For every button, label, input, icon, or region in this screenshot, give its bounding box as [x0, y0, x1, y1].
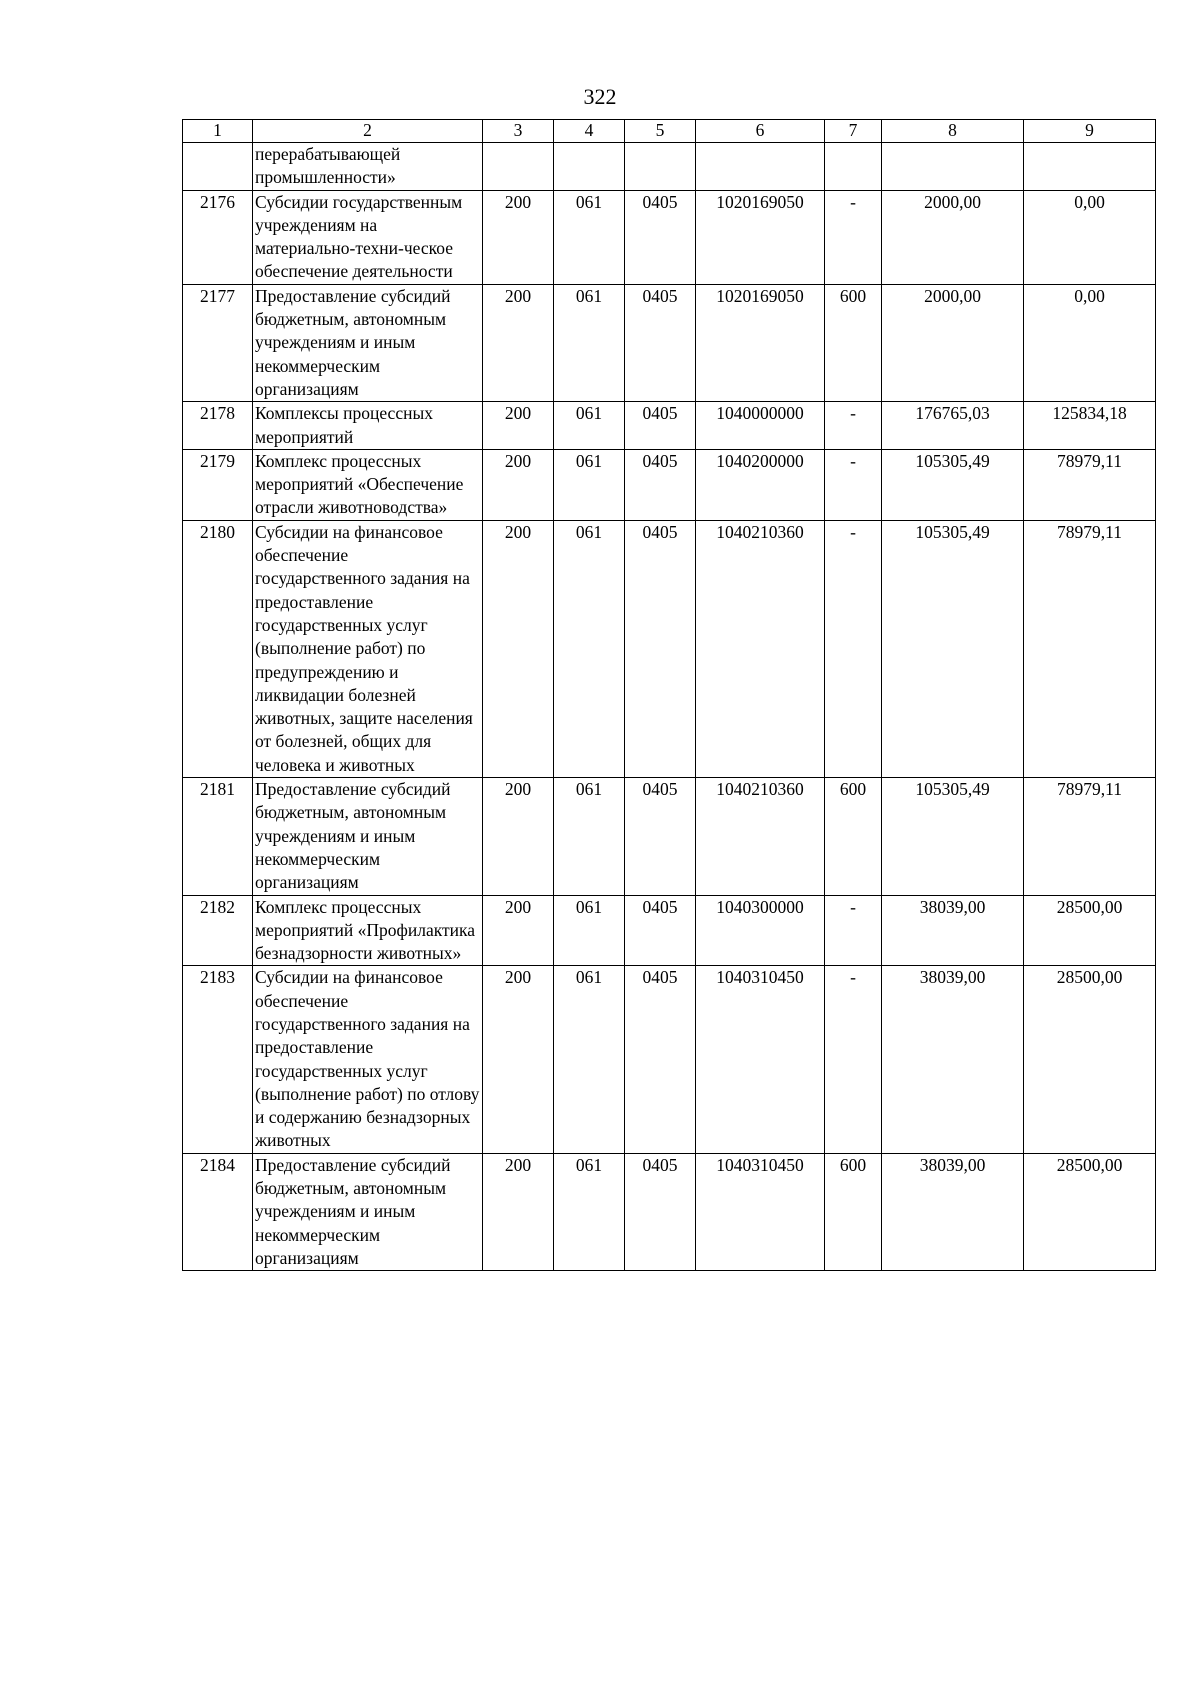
ministry-code: 061 [554, 778, 625, 895]
admin-code: 200 [483, 190, 554, 284]
expense-type-code: - [825, 895, 882, 966]
row-number: 2177 [183, 284, 253, 401]
amount-plan: 38039,00 [882, 966, 1024, 1153]
amount-actual: 125834,18 [1024, 402, 1156, 450]
target-article-code: 1020169050 [696, 284, 825, 401]
page-number: 322 [583, 84, 617, 109]
target-article-code: 1040300000 [696, 895, 825, 966]
amount-plan: 2000,00 [882, 190, 1024, 284]
row-number: 2176 [183, 190, 253, 284]
section-code: 0405 [625, 190, 696, 284]
budget-table [182, 119, 1156, 1271]
column-header: 5 [625, 120, 696, 143]
table-row [183, 778, 1156, 895]
item-name: Комплекс процессных мероприятий «Профилактика безнадзорности животных» [253, 895, 483, 966]
target-article-code [696, 143, 825, 191]
ministry-code: 061 [554, 1153, 625, 1270]
amount-actual: 78979,11 [1024, 520, 1156, 777]
item-name: Комплекс процессных мероприятий «Обеспечение отрасли животноводства» [253, 449, 483, 520]
admin-code: 200 [483, 778, 554, 895]
header-row [183, 120, 1156, 143]
admin-code [483, 143, 554, 191]
target-article-code: 1040310450 [696, 966, 825, 1153]
ministry-code [554, 143, 625, 191]
amount-plan: 105305,49 [882, 449, 1024, 520]
row-number [183, 143, 253, 191]
table-row [183, 895, 1156, 966]
ministry-code: 061 [554, 520, 625, 777]
admin-code: 200 [483, 402, 554, 450]
expense-type-code: - [825, 402, 882, 450]
target-article-code: 1040210360 [696, 778, 825, 895]
row-number: 2182 [183, 895, 253, 966]
column-header: 2 [253, 120, 483, 143]
amount-actual: 0,00 [1024, 190, 1156, 284]
amount-actual: 28500,00 [1024, 966, 1156, 1153]
amount-plan: 176765,03 [882, 402, 1024, 450]
item-name: Предоставление субсидий бюджетным, автономным учреждениям и иным некоммерческим организациям [253, 1153, 483, 1270]
ministry-code: 061 [554, 190, 625, 284]
item-name: Предоставление субсидий бюджетным, автономным учреждениям и иным некоммерческим организациям [253, 778, 483, 895]
column-header: 6 [696, 120, 825, 143]
section-code: 0405 [625, 520, 696, 777]
target-article-code: 1040000000 [696, 402, 825, 450]
ministry-code: 061 [554, 402, 625, 450]
amount-actual [1024, 143, 1156, 191]
table-row [183, 402, 1156, 450]
section-code: 0405 [625, 449, 696, 520]
expense-type-code: - [825, 966, 882, 1153]
amount-plan: 105305,49 [882, 520, 1024, 777]
section-code: 0405 [625, 1153, 696, 1270]
item-name: Субсидии на финансовое обеспечение государственного задания на предоставление государственных услуг (выполнение работ) по отлову и содержанию безнадзорных животных [253, 966, 483, 1153]
item-name: Субсидии на финансовое обеспечение государственного задания на предоставление государственных услуг (выполнение работ) по предупреждению и ликвидации болезней животных, защите населения от болезней, общих для человека и животных [253, 520, 483, 777]
section-code [625, 143, 696, 191]
section-code: 0405 [625, 966, 696, 1153]
expense-type-code: 600 [825, 1153, 882, 1270]
admin-code: 200 [483, 966, 554, 1153]
amount-actual: 78979,11 [1024, 778, 1156, 895]
amount-plan: 38039,00 [882, 1153, 1024, 1270]
admin-code: 200 [483, 284, 554, 401]
section-code: 0405 [625, 402, 696, 450]
target-article-code: 1040310450 [696, 1153, 825, 1270]
amount-actual: 28500,00 [1024, 895, 1156, 966]
amount-plan: 105305,49 [882, 778, 1024, 895]
section-code: 0405 [625, 895, 696, 966]
target-article-code: 1020169050 [696, 190, 825, 284]
column-header: 3 [483, 120, 554, 143]
ministry-code: 061 [554, 966, 625, 1153]
target-article-code: 1040200000 [696, 449, 825, 520]
table-row [183, 284, 1156, 401]
row-number: 2184 [183, 1153, 253, 1270]
ministry-code: 061 [554, 449, 625, 520]
admin-code: 200 [483, 449, 554, 520]
item-name: Комплексы процессных мероприятий [253, 402, 483, 450]
admin-code: 200 [483, 895, 554, 966]
admin-code: 200 [483, 520, 554, 777]
item-name: Субсидии государственным учреждениям на материально-техни-ческое обеспечение деятельности [253, 190, 483, 284]
section-code: 0405 [625, 284, 696, 401]
expense-type-code: 600 [825, 284, 882, 401]
column-header: 9 [1024, 120, 1156, 143]
amount-plan [882, 143, 1024, 191]
expense-type-code: - [825, 190, 882, 284]
column-header: 1 [183, 120, 253, 143]
amount-plan: 38039,00 [882, 895, 1024, 966]
table-row [183, 1153, 1156, 1270]
amount-actual: 0,00 [1024, 284, 1156, 401]
expense-type-code [825, 143, 882, 191]
ministry-code: 061 [554, 284, 625, 401]
section-code: 0405 [625, 778, 696, 895]
table-row [183, 966, 1156, 1153]
expense-type-code: 600 [825, 778, 882, 895]
row-number: 2183 [183, 966, 253, 1153]
row-number: 2178 [183, 402, 253, 450]
row-number: 2179 [183, 449, 253, 520]
table-row [183, 520, 1156, 777]
admin-code: 200 [483, 1153, 554, 1270]
amount-actual: 78979,11 [1024, 449, 1156, 520]
table-row [183, 449, 1156, 520]
expense-type-code: - [825, 520, 882, 777]
amount-plan: 2000,00 [882, 284, 1024, 401]
column-header: 7 [825, 120, 882, 143]
table-row [183, 143, 1156, 191]
column-header: 4 [554, 120, 625, 143]
amount-actual: 28500,00 [1024, 1153, 1156, 1270]
expense-type-code: - [825, 449, 882, 520]
table-body [183, 143, 1156, 1271]
target-article-code: 1040210360 [696, 520, 825, 777]
row-number: 2180 [183, 520, 253, 777]
table-row [183, 190, 1156, 284]
item-name: Предоставление субсидий бюджетным, автономным учреждениям и иным некоммерческим организациям [253, 284, 483, 401]
column-header: 8 [882, 120, 1024, 143]
ministry-code: 061 [554, 895, 625, 966]
row-number: 2181 [183, 778, 253, 895]
item-name: перерабатывающей промышленности» [253, 143, 483, 191]
